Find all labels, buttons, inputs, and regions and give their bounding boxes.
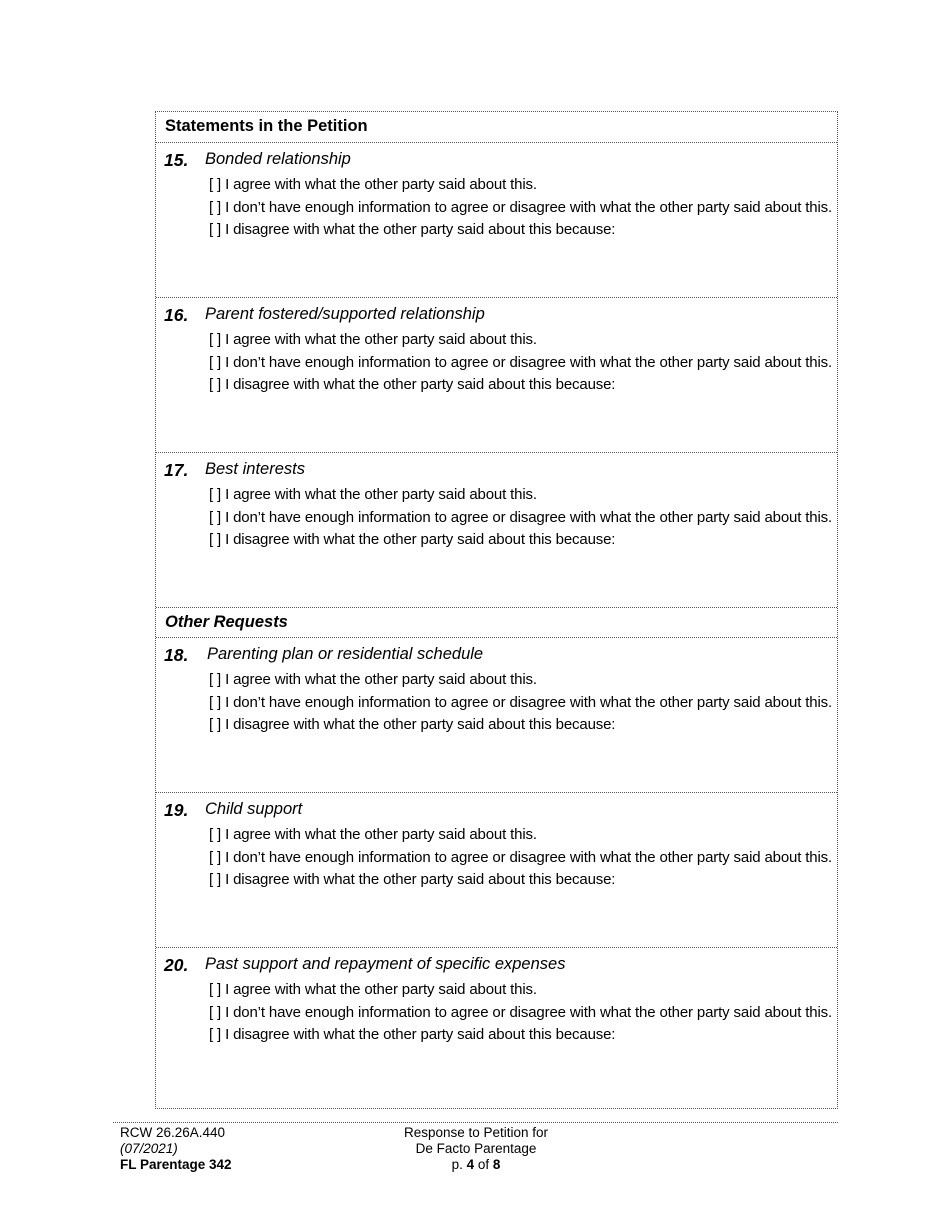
disagree-checkbox[interactable]: [ ] (209, 716, 222, 733)
footer-revision-date: (07/2021) (120, 1141, 178, 1156)
not-enough-info-checkbox[interactable]: [ ] (209, 1004, 222, 1021)
agree-label: I agree with what the other party said about this. (225, 826, 537, 843)
agree-label: I agree with what the other party said about this. (225, 981, 537, 998)
agree-option[interactable] (209, 981, 537, 998)
agree-checkbox[interactable]: [ ] (209, 671, 222, 688)
page-of: of (477, 1157, 490, 1172)
form-item-17 (156, 453, 837, 608)
item-title: Child support (205, 800, 303, 818)
form-item-18 (156, 638, 837, 793)
agree-label: I agree with what the other party said about this. (225, 176, 537, 193)
agree-label: I agree with what the other party said about this. (225, 671, 537, 688)
item-title: Parenting plan or residential schedule (207, 645, 484, 663)
disagree-option[interactable] (209, 221, 615, 238)
form-item-16 (156, 298, 837, 453)
item-title: Parent fostered/supported relationship (205, 305, 485, 323)
item-title: Past support and repayment of specific expenses (205, 955, 566, 973)
agree-option[interactable] (209, 671, 537, 688)
footer-title-line1: Response to Petition for (403, 1125, 549, 1140)
not-enough-info-option[interactable] (209, 849, 832, 866)
not-enough-info-label: I don’t have enough information to agree or disagree with what the other party said about this. (225, 199, 833, 216)
page-indicator (376, 1157, 576, 1173)
item-title: Bonded relationship (205, 150, 351, 168)
disagree-label: I disagree with what the other party said about this because: (225, 716, 616, 733)
disagree-checkbox[interactable]: [ ] (209, 376, 222, 393)
form-item-19 (156, 793, 837, 948)
agree-option[interactable] (209, 176, 537, 193)
not-enough-info-checkbox[interactable]: [ ] (209, 199, 222, 216)
item-number: 15. (164, 150, 189, 170)
form-item-15 (156, 143, 837, 298)
not-enough-info-option[interactable] (209, 694, 832, 711)
disagree-option[interactable] (209, 531, 615, 548)
not-enough-info-label: I don’t have enough information to agree or disagree with what the other party said about this. (225, 1004, 833, 1021)
not-enough-info-label: I don’t have enough information to agree or disagree with what the other party said about this. (225, 694, 833, 711)
form-item-20 (156, 948, 837, 1108)
page-prefix: p. (451, 1157, 463, 1172)
not-enough-info-option[interactable] (209, 199, 832, 216)
not-enough-info-option[interactable] (209, 1004, 832, 1021)
disagree-label: I disagree with what the other party said about this because: (225, 1026, 616, 1043)
not-enough-info-label: I don’t have enough information to agree or disagree with what the other party said about this. (225, 849, 833, 866)
page-total: 8 (492, 1157, 501, 1172)
section-header-statements: Statements in the Petition (156, 112, 837, 143)
footer-rcw: RCW 26.26A.440 (120, 1125, 226, 1140)
agree-label: I agree with what the other party said about this. (225, 486, 537, 503)
disagree-option[interactable] (209, 376, 615, 393)
disagree-label: I disagree with what the other party said about this because: (225, 531, 616, 548)
page-current: 4 (466, 1157, 475, 1172)
disagree-option[interactable] (209, 871, 615, 888)
response-form-table (155, 111, 838, 1109)
agree-checkbox[interactable]: [ ] (209, 981, 222, 998)
agree-option[interactable] (209, 826, 537, 843)
not-enough-info-label: I don’t have enough information to agree or disagree with what the other party said about this. (225, 509, 833, 526)
disagree-checkbox[interactable]: [ ] (209, 1026, 222, 1043)
agree-checkbox[interactable]: [ ] (209, 826, 222, 843)
not-enough-info-checkbox[interactable]: [ ] (209, 509, 222, 526)
section-header-other-requests: Other Requests (156, 608, 837, 638)
agree-checkbox[interactable]: [ ] (209, 331, 222, 348)
not-enough-info-option[interactable] (209, 354, 832, 371)
disagree-label: I disagree with what the other party said about this because: (225, 376, 616, 393)
disagree-option[interactable] (209, 1026, 615, 1043)
not-enough-info-checkbox[interactable]: [ ] (209, 849, 222, 866)
agree-checkbox[interactable]: [ ] (209, 486, 222, 503)
agree-option[interactable] (209, 486, 537, 503)
item-title: Best interests (205, 460, 305, 478)
agree-option[interactable] (209, 331, 537, 348)
disagree-checkbox[interactable]: [ ] (209, 871, 222, 888)
footer-divider (113, 1122, 838, 1123)
item-number: 18. (164, 645, 189, 665)
disagree-checkbox[interactable]: [ ] (209, 221, 222, 238)
item-number: 19. (164, 800, 189, 820)
footer-title-line2: De Facto Parentage (415, 1141, 537, 1156)
not-enough-info-checkbox[interactable]: [ ] (209, 354, 222, 371)
item-number: 17. (164, 460, 189, 480)
footer-document-title (376, 1125, 576, 1173)
disagree-label: I disagree with what the other party said about this because: (225, 221, 616, 238)
disagree-checkbox[interactable]: [ ] (209, 531, 222, 548)
disagree-option[interactable] (209, 716, 615, 733)
item-number: 20. (164, 955, 189, 975)
footer-form-info (120, 1125, 232, 1173)
agree-checkbox[interactable]: [ ] (209, 176, 222, 193)
disagree-label: I disagree with what the other party said about this because: (225, 871, 616, 888)
footer-form-id: FL Parentage 342 (120, 1157, 232, 1172)
not-enough-info-option[interactable] (209, 509, 832, 526)
agree-label: I agree with what the other party said about this. (225, 331, 537, 348)
not-enough-info-label: I don’t have enough information to agree or disagree with what the other party said about this. (225, 354, 833, 371)
item-number: 16. (164, 305, 189, 325)
not-enough-info-checkbox[interactable]: [ ] (209, 694, 222, 711)
